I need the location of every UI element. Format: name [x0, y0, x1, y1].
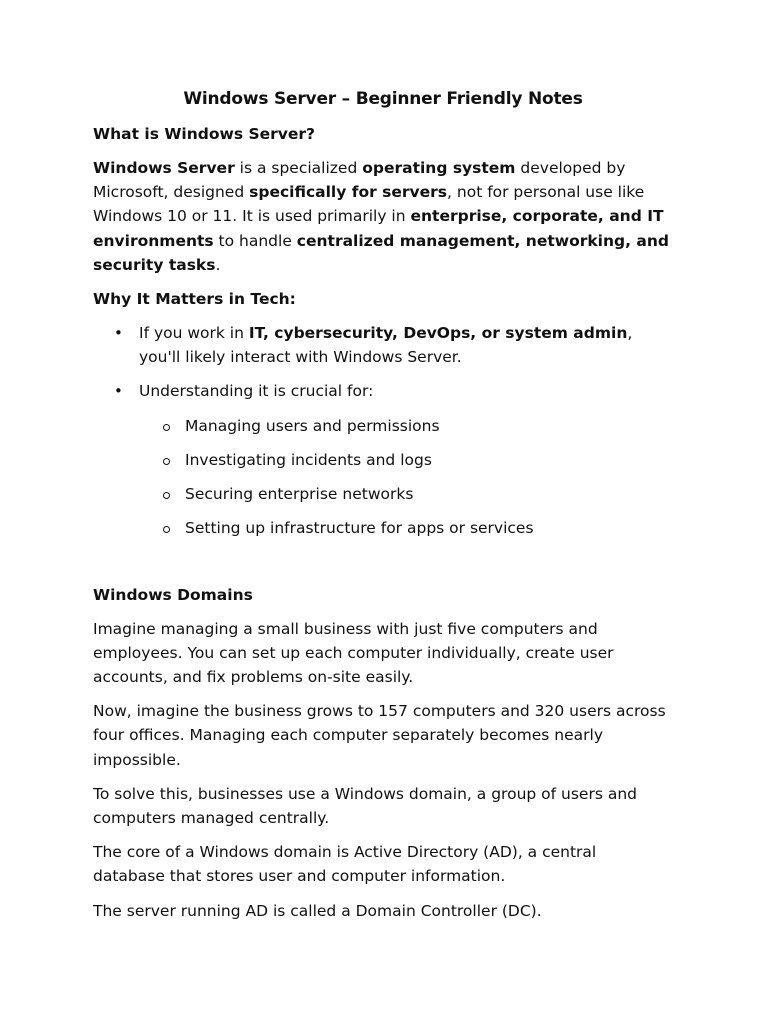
sublist-item-text: Securing enterprise networks	[185, 484, 414, 503]
document-content	[93, 86, 673, 933]
document-title: Windows Server – Beginner Friendly Notes	[183, 89, 583, 109]
bullet1-text-c: , you'll likely interact with Windows Server.	[139, 324, 633, 367]
intro-bold-9: centralized management, networking, and security tasks	[93, 231, 669, 274]
sublist-item	[139, 414, 673, 438]
sublist-item-text: Setting up infrastructure for apps or services	[185, 518, 534, 537]
intro-text-2: is a specialized	[234, 159, 363, 177]
intro-paragraph	[93, 156, 673, 277]
section-spacer	[93, 550, 673, 583]
list-item	[93, 379, 673, 539]
domains-paragraph-2: Now, imagine the business grows to 157 computers and 320 users across four offices. Managing each computer separately becomes nearly impossible.	[93, 702, 666, 769]
intro-text-6: , not for personal use like Windows 10 or 11. It is used primarily in	[93, 183, 645, 226]
intro-bold-5: specifically for servers	[249, 183, 448, 202]
intro-text-4: developed by Microsoft, designed	[93, 159, 626, 202]
domains-paragraph-5: The server running AD is called a Domain Controller (DC).	[93, 901, 542, 920]
why-it-matters-list	[93, 321, 673, 540]
bullet2-text: Understanding it is crucial for:	[139, 382, 374, 401]
intro-bold-7: enterprise, corporate, and IT environments	[93, 207, 664, 250]
heading-what-is-windows-server: What is Windows Server?	[93, 125, 316, 143]
bullet-icon: •	[114, 324, 123, 343]
circle-bullet-icon	[163, 424, 170, 431]
bullet-icon: •	[114, 382, 123, 401]
sublist-item	[139, 448, 673, 472]
bullet1-text-a: If you work in	[139, 324, 249, 343]
circle-bullet-icon	[163, 458, 170, 465]
domains-paragraph-1: Imagine managing a small business with just five computers and employees. You can set up each computer individually, create user accounts, and fix problems on-site easily.	[93, 619, 614, 687]
intro-bold-1: Windows Server	[93, 159, 235, 177]
circle-bullet-icon	[163, 492, 170, 499]
intro-bold-3: operating system	[362, 159, 516, 177]
sublist-item	[139, 516, 673, 540]
circle-bullet-icon	[163, 526, 170, 533]
list-item	[93, 321, 673, 369]
sublist-item	[139, 482, 673, 506]
heading-why-it-matters: Why It Matters in Tech:	[93, 290, 296, 309]
domains-paragraph-3: To solve this, businesses use a Windows domain, a group of users and computers managed centrally.	[93, 784, 637, 828]
intro-text-8: to handle	[213, 231, 297, 250]
sublist-item-text: Investigating incidents and logs	[185, 450, 432, 469]
sublist-item-text: Managing users and permissions	[185, 416, 440, 435]
crucial-for-sublist	[139, 414, 673, 540]
domains-paragraph-4: The core of a Windows domain is Active Directory (AD), a central database that stores user and computer information.	[93, 843, 597, 886]
intro-text-10: .	[215, 255, 221, 274]
bullet1-bold: IT, cybersecurity, DevOps, or system admin	[248, 324, 628, 343]
heading-windows-domains: Windows Domains	[93, 585, 253, 604]
